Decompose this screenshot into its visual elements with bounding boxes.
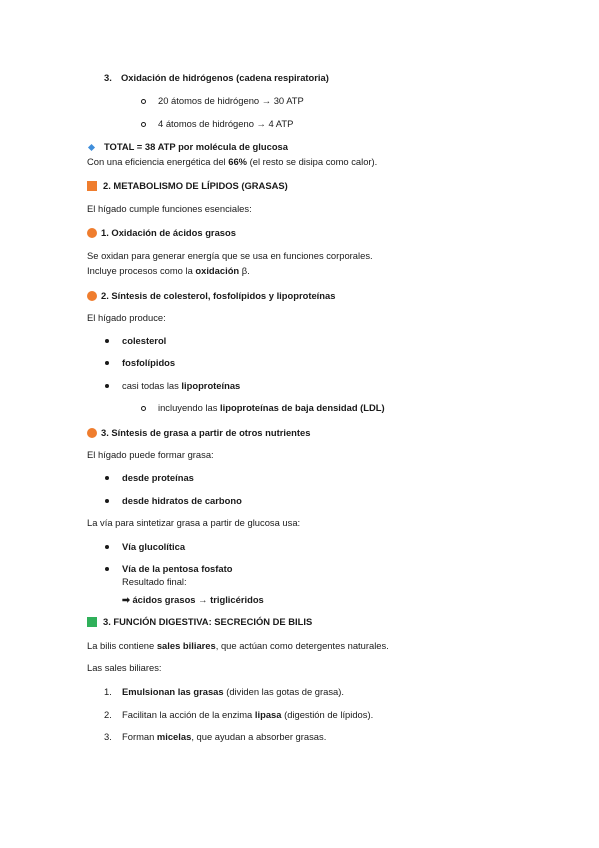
orange-square-icon: [87, 181, 97, 191]
bullet-icon: [105, 384, 109, 388]
total-heading: TOTAL = 38 ATP por molécula de glucosa: [104, 141, 288, 152]
list-item: Forman micelas, que ayudan a absorber grasas.: [122, 731, 327, 742]
paragraph: El hígado cumple funciones esenciales:: [87, 203, 252, 214]
diamond-bullet-icon: [88, 144, 95, 151]
list-item: colesterol: [122, 335, 167, 346]
list-item: Emulsionan las grasas (dividen las gotas de grasa).: [122, 686, 344, 697]
paragraph: Incluye procesos como la oxidación β.: [87, 265, 250, 276]
list-item: Facilitan la acción de la enzima lipasa (digestión de lípidos).: [122, 709, 374, 720]
circle-bullet-icon: [141, 406, 146, 411]
list-item: Vía de la pentosa fosfato: [122, 563, 233, 574]
list-item: desde proteínas: [122, 472, 194, 483]
paragraph: Las sales biliares:: [87, 662, 162, 673]
right-arrow-icon: ➡: [122, 594, 130, 605]
result-line: ➡ ácidos grasos → triglicéridos: [122, 594, 264, 605]
bullet-icon: [105, 499, 109, 503]
subsection-heading: 3. Síntesis de grasa a partir de otros nutrientes: [101, 427, 311, 438]
list-number: 3.: [104, 731, 112, 742]
bullet-icon: [105, 567, 109, 571]
orange-circle-icon: [87, 291, 97, 301]
orange-circle-icon: [87, 228, 97, 238]
list-number: 2.: [104, 709, 112, 720]
bullet-icon: [105, 361, 109, 365]
paragraph: El hígado puede formar grasa:: [87, 449, 214, 460]
paragraph: El hígado produce:: [87, 312, 166, 323]
sub-list-item: 4 átomos de hidrógeno → 4 ATP: [158, 118, 294, 129]
list-number: 3.: [104, 72, 112, 83]
circle-bullet-icon: [141, 99, 146, 104]
section-heading: 3. FUNCIÓN DIGESTIVA: SECRECIÓN DE BILIS: [103, 616, 313, 627]
result-label: Resultado final:: [122, 576, 187, 587]
list-item: casi todas las lipoproteínas: [122, 380, 241, 391]
green-square-icon: [87, 617, 97, 627]
section-heading: 2. METABOLISMO DE LÍPIDOS (GRASAS): [103, 180, 288, 191]
bullet-icon: [105, 476, 109, 480]
list-item: Vía glucolítica: [122, 541, 186, 552]
subsection-heading: 1. Oxidación de ácidos grasos: [101, 227, 236, 238]
circle-bullet-icon: [141, 122, 146, 127]
paragraph: Se oxidan para generar energía que se usa en funciones corporales.: [87, 250, 373, 261]
orange-circle-icon: [87, 428, 97, 438]
sub-list-item: 20 átomos de hidrógeno → 30 ATP: [158, 95, 304, 106]
efficiency-line: Con una eficiencia energética del 66% (el resto se disipa como calor).: [87, 156, 378, 167]
bullet-icon: [105, 545, 109, 549]
list-item-text: Oxidación de hidrógenos (cadena respiratoria): [121, 72, 329, 83]
list-item: desde hidratos de carbono: [122, 495, 242, 506]
sub-list-item: incluyendo las lipoproteínas de baja densidad (LDL): [158, 402, 385, 413]
subsection-heading: 2. Síntesis de colesterol, fosfolípidos y lipoproteínas: [101, 290, 336, 301]
list-item: fosfolípidos: [122, 357, 176, 368]
list-number: 1.: [104, 686, 112, 697]
paragraph: La vía para sintetizar grasa a partir de glucosa usa:: [87, 517, 301, 528]
bullet-icon: [105, 339, 109, 343]
paragraph: La bilis contiene sales biliares, que actúan como detergentes naturales.: [87, 640, 389, 651]
